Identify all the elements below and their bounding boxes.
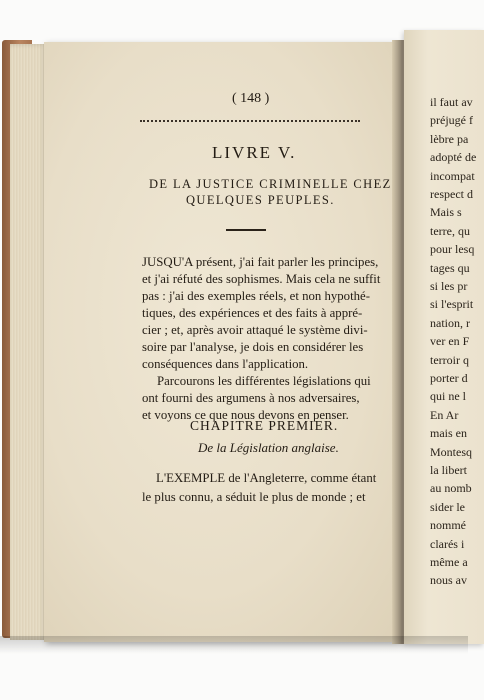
right-page-line: terre, qu — [430, 223, 470, 238]
right-page-line: si les pr — [430, 279, 468, 293]
chapter-title: CHAPITRE PREMIER. — [190, 418, 339, 433]
body-line: ont fourni des argumens à nos adversaires, — [142, 391, 360, 405]
chapter-subtitle: De la Législation anglaise. — [198, 440, 339, 455]
right-page-line: adopté de — [430, 150, 477, 165]
right-page-line: Montesq — [430, 444, 472, 459]
right-page-line: pour lesq — [430, 242, 475, 257]
right-page-line: tages qu — [430, 260, 470, 275]
body-line: et voyons ce que nous devons en penser. — [142, 408, 349, 422]
dotted-rule — [140, 120, 360, 122]
right-page-line: il faut av — [430, 95, 473, 109]
book-subtitle-line: QUELQUES PEUPLES. — [186, 193, 335, 207]
chapter-line: L'EXEMPLE de l'Angleterre, comme étant — [156, 471, 377, 485]
right-page-line: incompat — [430, 168, 475, 183]
body-line: conséquences dans l'application. — [142, 357, 309, 371]
book-subtitle-line: DE LA JUSTICE CRIMINELLE CHEZ — [149, 177, 392, 191]
body-line: tiques, des expériences et des faits à appré- — [142, 306, 363, 320]
book-title: LIVRE V. — [212, 143, 297, 162]
body-line: JUSQU'A présent, j'ai fait parler les principes, — [142, 255, 379, 269]
page-number: ( 148 ) — [232, 91, 270, 106]
body-line: soire par l'analyse, je dois en considérer les — [142, 340, 364, 354]
right-page-line: En Ar — [430, 407, 459, 422]
body-line: Parcourons les différentes législations qui — [157, 374, 371, 388]
right-page-line: terroir q — [430, 352, 469, 367]
right-page-line: nommé — [430, 518, 466, 533]
right-page-line: la libert — [430, 463, 467, 477]
right-page-line: mais en — [430, 426, 467, 441]
right-page-line: ver en F — [430, 334, 470, 349]
right-page-line: préjugé f — [430, 113, 473, 128]
right-page-line: même a — [430, 555, 468, 569]
right-page-line: au nomb — [430, 481, 472, 496]
section-rule — [226, 229, 266, 231]
right-page-line: respect d — [430, 187, 473, 201]
body-line: et j'ai réfuté des sophismes. Mais cela ne suffit — [142, 272, 381, 286]
right-page-line: clarés i — [430, 536, 465, 551]
right-page-line: lèbre pa — [430, 131, 469, 146]
right-page-line: Mais s — [430, 205, 462, 220]
right-page-line: sider le — [430, 499, 465, 514]
right-page-line: porter d — [430, 371, 468, 385]
body-line: cier ; et, après avoir attaqué le système divi- — [142, 323, 368, 337]
right-page-line: qui ne l — [430, 389, 466, 404]
right-page-line: nous av — [430, 573, 467, 588]
right-page-line: nation, r — [430, 315, 470, 330]
chapter-line: le plus connu, a séduit le plus de monde ; et — [142, 490, 366, 504]
body-line: pas : j'ai des exemples réels, et non hypothé- — [142, 289, 370, 303]
table-shadow — [0, 636, 468, 654]
right-page-line: si l'esprit — [430, 297, 474, 312]
